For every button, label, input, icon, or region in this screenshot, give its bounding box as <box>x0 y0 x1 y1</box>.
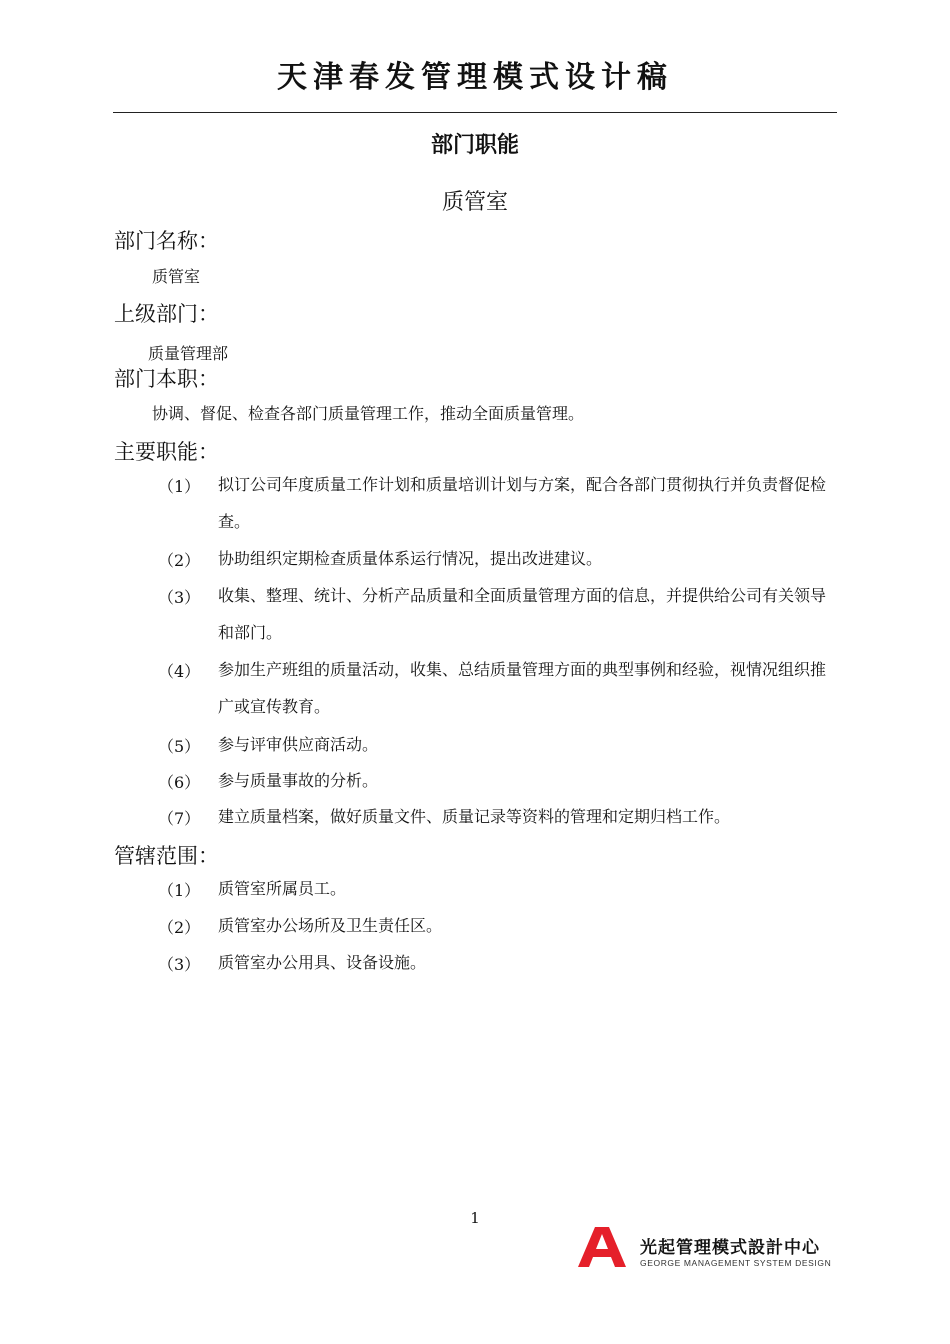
function-item-number: （2） <box>158 551 201 570</box>
section-label-duty: 部门本职： <box>114 367 219 391</box>
page-heading: 部门职能 <box>430 133 519 158</box>
scope-item-number: （1） <box>158 881 201 900</box>
function-item-text: 收集、整理、统计、分析产品质量和全面质量管理方面的信息，并提供给公司有关领导和部门。 <box>218 586 827 642</box>
section-label-scope: 管辖范围： <box>114 844 219 868</box>
function-item-number: （6） <box>158 773 201 792</box>
scope-item-text: 质管室所属员工。 <box>218 879 347 898</box>
scope-item-number: （2） <box>158 918 201 937</box>
section-label-superior: 上级部门： <box>114 302 219 326</box>
scope-item-text: 质管室办公场所及卫生责任区。 <box>218 916 443 935</box>
company-logo-icon <box>574 1226 630 1268</box>
function-item-text: 拟订公司年度质量工作计划和质量培训计划与方案，配合各部门贯彻执行并负责督促检查。 <box>218 475 827 531</box>
logo-chinese-name: 光起管理模式設計中心 <box>640 1238 820 1258</box>
function-item-text: 建立质量档案，做好质量文件、质量记录等资料的管理和定期归档工作。 <box>218 807 731 826</box>
function-item-number: （4） <box>158 662 201 681</box>
department-duty-text: 协调、督促、检查各部门质量管理工作，推动全面质量管理。 <box>152 404 585 423</box>
department-title: 质管室 <box>441 190 508 215</box>
function-item-text: 协助组织定期检查质量体系运行情况，提出改进建议。 <box>218 549 603 568</box>
function-item-number: （5） <box>158 737 201 756</box>
function-item-number: （1） <box>158 477 201 496</box>
department-name-value: 质管室 <box>152 267 201 286</box>
function-item-text: 参加生产班组的质量活动，收集、总结质量管理方面的典型事例和经验，视情况组织推广或宣传教育。 <box>218 660 827 716</box>
superior-department-value: 质量管理部 <box>148 344 229 363</box>
function-item-text: 参与评审供应商活动。 <box>218 735 379 754</box>
scope-item-number: （3） <box>158 955 201 974</box>
document-header-title: 天津春发管理模式设计稿 <box>277 60 673 95</box>
section-label-department-name: 部门名称： <box>114 229 219 253</box>
logo-english-name: GEORGE MANAGEMENT SYSTEM DESIGN <box>640 1258 832 1268</box>
scope-item-text: 质管室办公用具、设备设施。 <box>218 953 427 972</box>
function-item-number: （7） <box>158 809 201 828</box>
header-divider <box>113 112 837 113</box>
function-item-number: （3） <box>158 588 201 607</box>
page-number: 1 <box>470 1209 480 1227</box>
section-label-functions: 主要职能： <box>114 440 219 464</box>
function-item-text: 参与质量事故的分析。 <box>218 771 379 790</box>
